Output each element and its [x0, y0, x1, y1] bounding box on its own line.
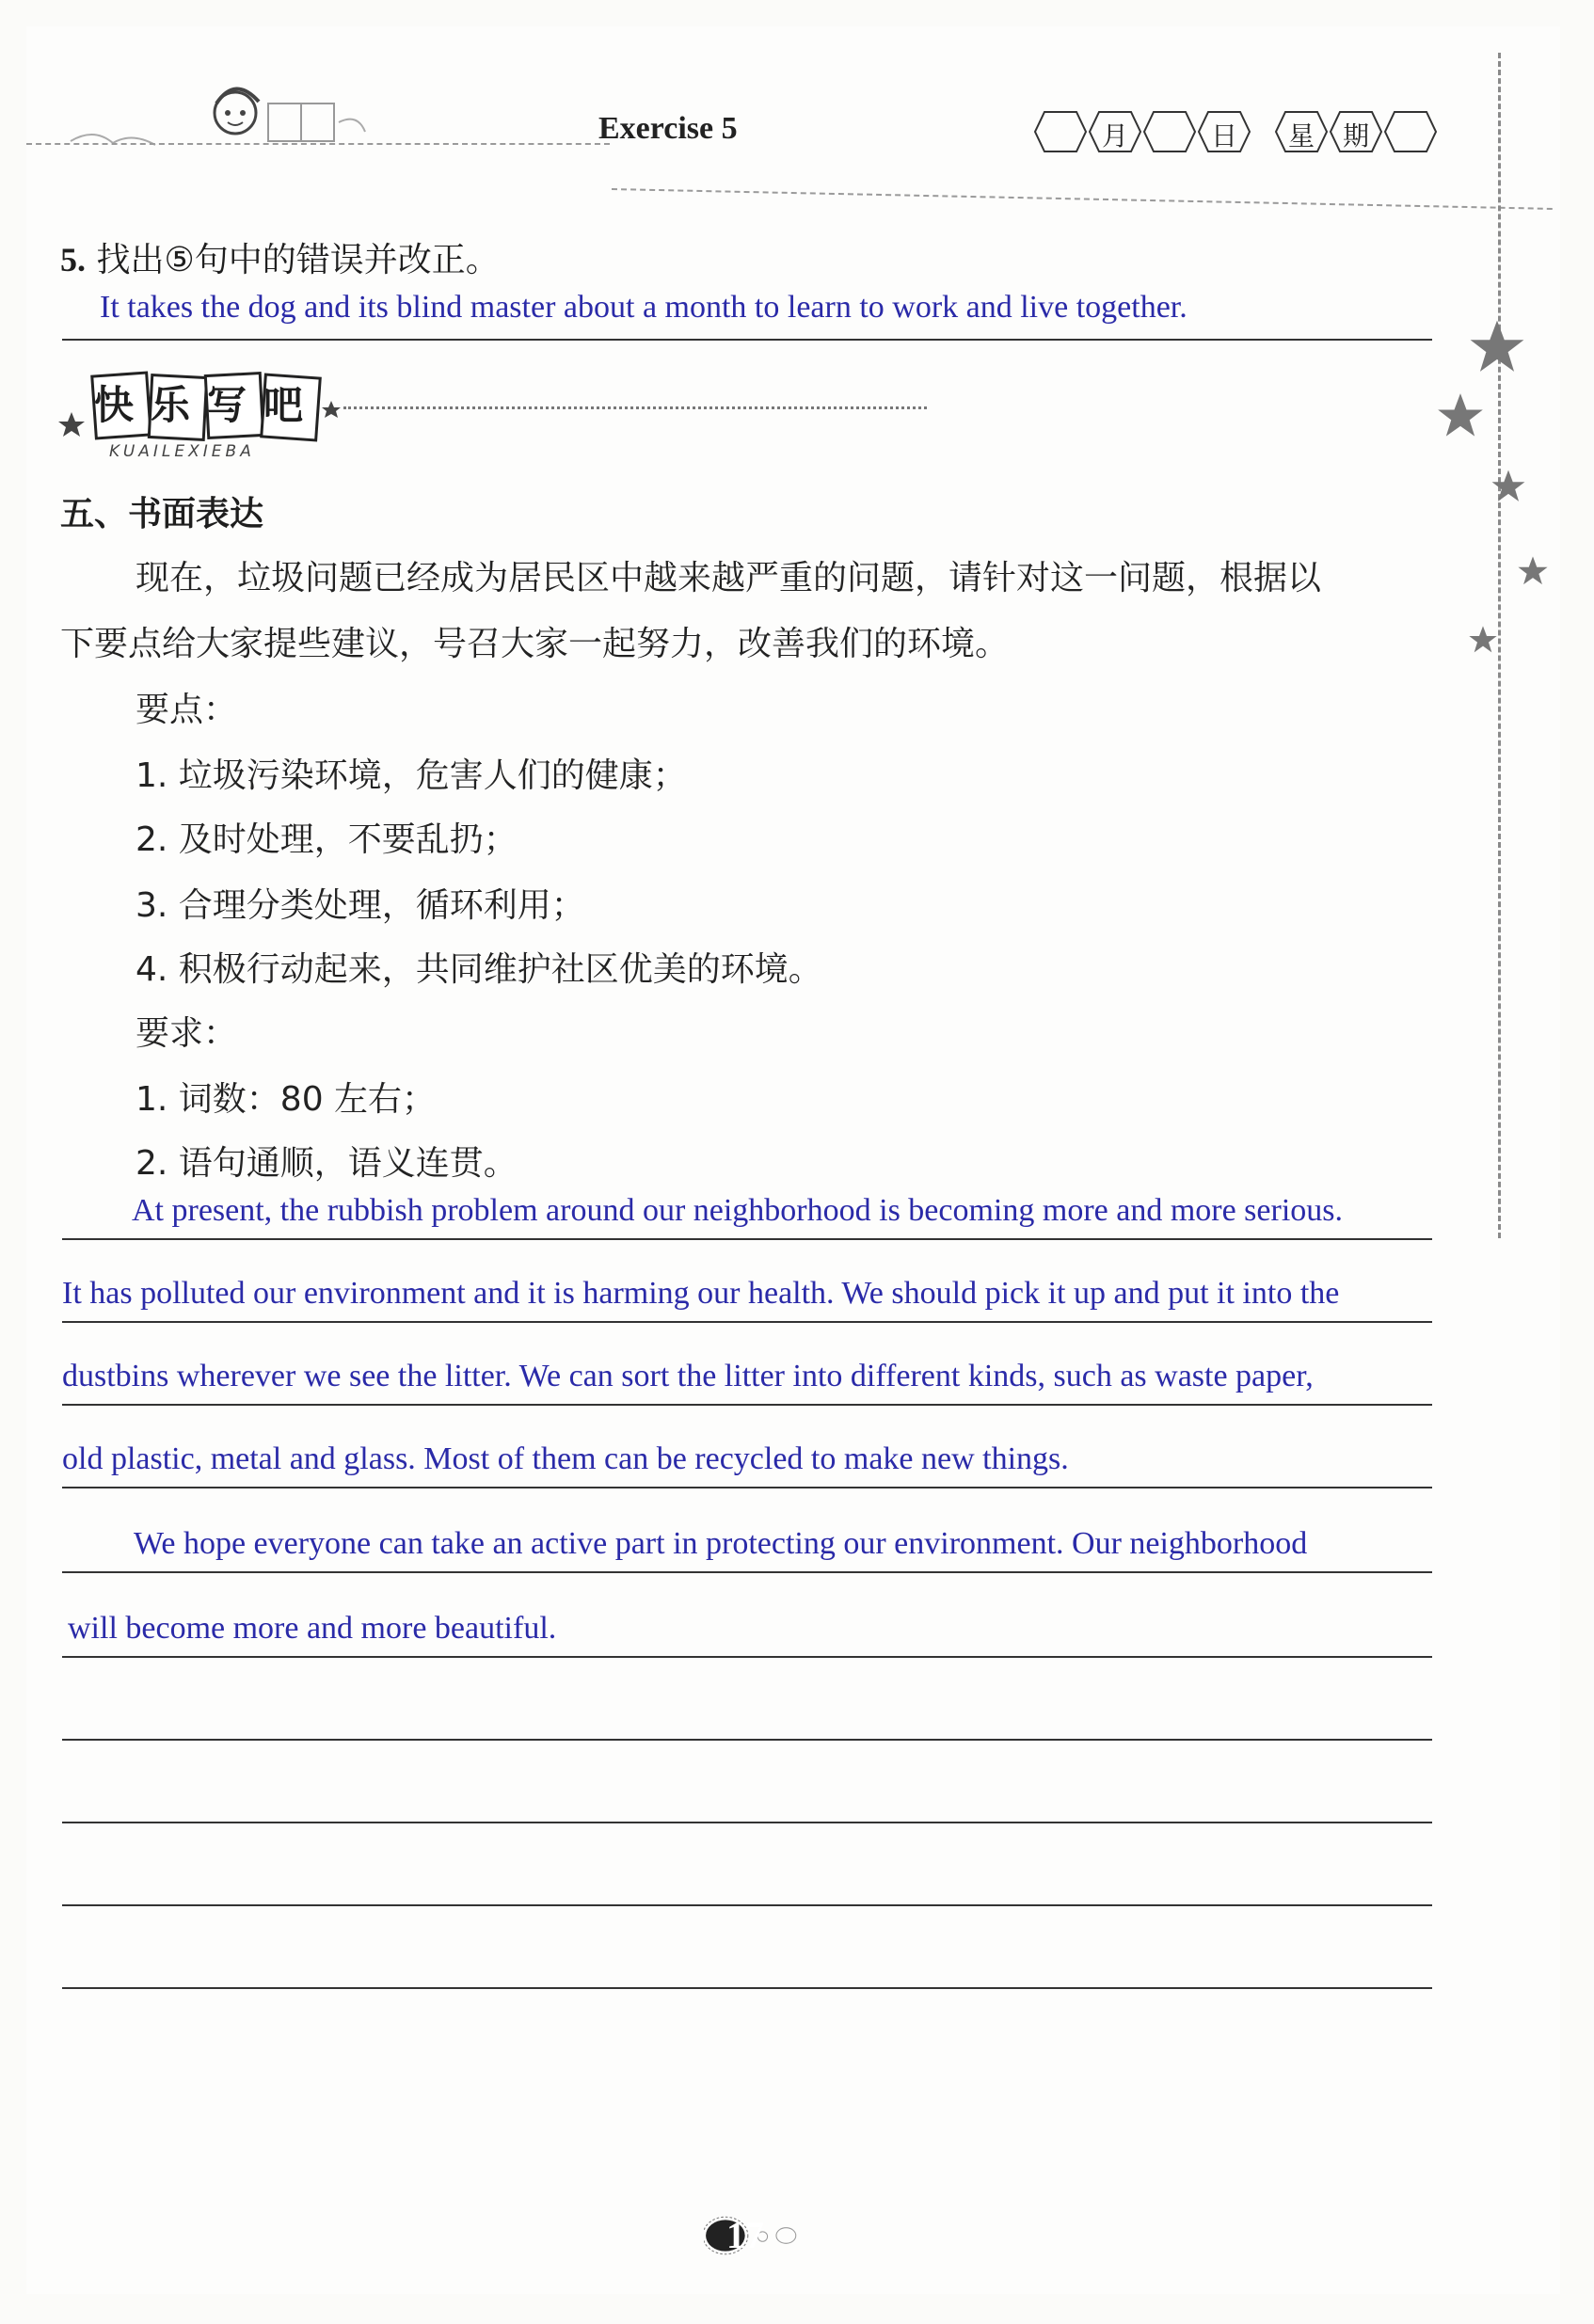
question-5-number: 5.	[60, 241, 86, 279]
weekday-label-box-1	[1274, 110, 1329, 153]
weekday-label-2: 期	[1342, 120, 1369, 151]
essay-line: old plastic, metal and glass. Most of them can be recycled to make new things.	[62, 1441, 1069, 1476]
badge-subtitle: KUAILEXIEBA	[109, 442, 255, 461]
exercise-title: Exercise 5	[598, 111, 738, 146]
writing-line	[62, 1656, 1432, 1658]
day-label-box	[1197, 110, 1251, 153]
star-icon	[1468, 625, 1498, 655]
point-item: 4. 积极行动起来，共同维护社区优美的环境。	[135, 950, 822, 989]
requirements-label: 要求：	[135, 1014, 238, 1053]
essay-line: It has polluted our environment and it is harming our health. We should pick it up and put it into the	[62, 1276, 1340, 1311]
date-fields	[1033, 107, 1438, 156]
question-5-prompt: 找出⑤句中的错误并改正。	[96, 241, 500, 279]
weekday-label-box-2	[1329, 110, 1383, 153]
margin-cut-line	[1498, 53, 1501, 1238]
point-item: 3. 合理分类处理，循环利用；	[135, 886, 585, 925]
header-divider-left	[26, 143, 610, 145]
intro-line-1: 现在，垃圾问题已经成为居民区中越来越严重的问题，请针对这一问题，根据以	[135, 559, 1322, 597]
requirement-item: 2. 语句通顺，语义连贯。	[135, 1144, 518, 1183]
weekday-blank	[1383, 110, 1438, 153]
writing-line	[62, 1904, 1432, 1906]
month-label-box	[1088, 110, 1142, 153]
writing-line	[62, 1238, 1432, 1240]
writing-line	[62, 1987, 1432, 1989]
writing-line	[62, 1321, 1432, 1323]
essay-line: We hope everyone can take an active part in protecting our environment. Our neighborhood	[134, 1526, 1308, 1561]
writing-line	[62, 1487, 1432, 1488]
page-number: 17	[726, 2214, 764, 2256]
writing-line	[62, 1739, 1432, 1741]
day-label: 日	[1210, 120, 1237, 151]
star-icon	[1490, 469, 1526, 504]
weekday-label-1: 星	[1287, 120, 1315, 151]
day-blank	[1142, 110, 1197, 153]
points-label: 要点：	[135, 691, 238, 729]
star-icon	[1436, 391, 1485, 440]
month-label: 月	[1101, 120, 1128, 151]
writing-line	[62, 1822, 1432, 1823]
point-item: 2. 及时处理，不要乱扔；	[135, 820, 518, 859]
writing-line	[62, 1404, 1432, 1406]
essay-line: At present, the rubbish problem around our neighborhood is becoming more and more serious.	[132, 1193, 1344, 1228]
question-5	[60, 233, 500, 281]
star-icon	[1468, 318, 1526, 376]
intro-line-2: 下要点给大家提些建议，号召大家一起努力，改善我们的环境。	[60, 625, 1010, 663]
badge-title: 快乐写吧	[94, 382, 321, 428]
point-item: 1. 垃圾污染环境，危害人们的健康；	[135, 756, 687, 795]
answer-line	[62, 339, 1432, 341]
requirement-item: 1. 词数：80 左右；	[135, 1080, 437, 1119]
month-blank	[1033, 110, 1088, 153]
star-icon	[1517, 555, 1549, 587]
question-5-answer: It takes the dog and its blind master about a month to learn to work and live together.	[100, 290, 1188, 325]
mascot-illustration	[66, 75, 367, 160]
badge-dotted-line	[343, 406, 927, 409]
section-heading: 五、书面表达	[60, 495, 264, 533]
writing-line	[62, 1571, 1432, 1573]
essay-line: dustbins wherever we see the litter. We can sort the litter into different kinds, such as waste paper,	[62, 1359, 1314, 1393]
essay-line: will become more and more beautiful.	[68, 1611, 557, 1646]
